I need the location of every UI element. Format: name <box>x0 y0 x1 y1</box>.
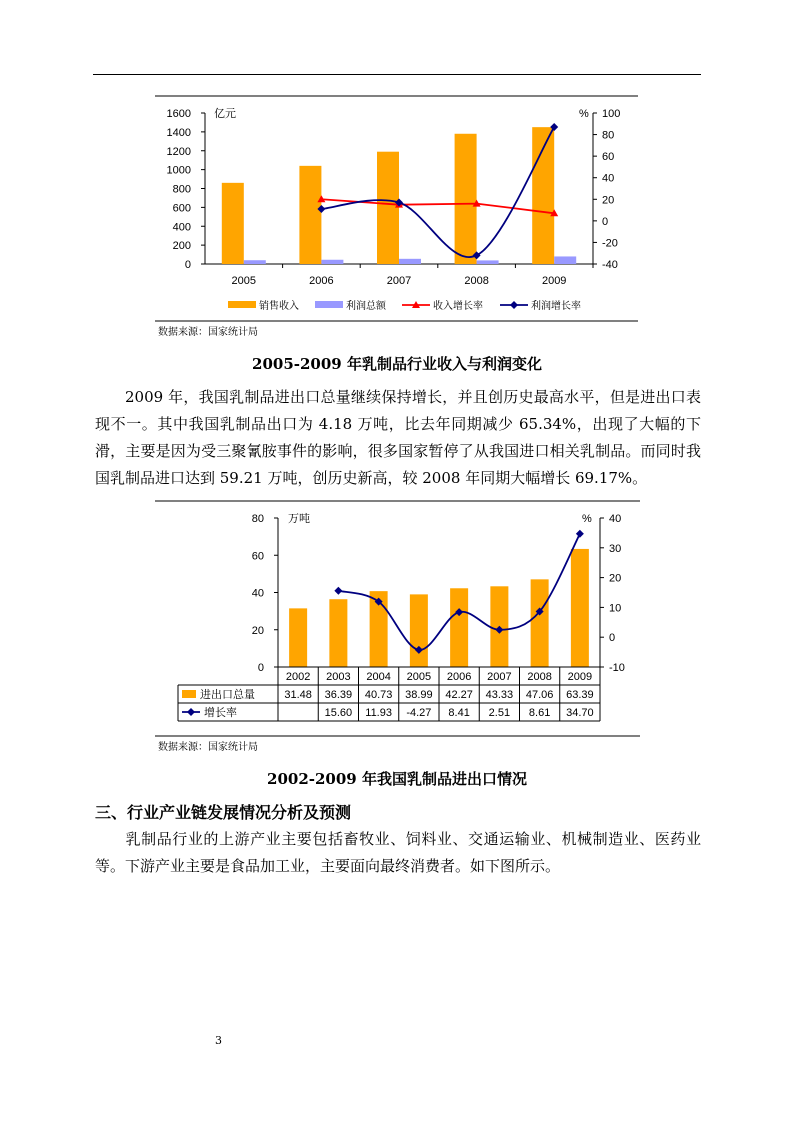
chart2-table-label-volume: 进出口总量 <box>200 689 255 701</box>
chart2-bar-volume <box>450 588 468 667</box>
chart1-x-tick-label: 2007 <box>386 275 412 287</box>
chart2-point-growth <box>334 587 342 595</box>
chart2-table-year: 2004 <box>366 671 391 683</box>
chart1-right-unit: % <box>579 108 589 120</box>
chart1-line-profit-growth <box>321 127 554 257</box>
chart1-left-tick-label: 1200 <box>166 145 191 158</box>
chart1-right-tick-label: 100 <box>602 108 621 120</box>
chart2-right-tick-label: 20 <box>609 572 622 585</box>
chart1-left-tick-label: 1000 <box>166 164 191 177</box>
chart2-table-swatch-volume <box>182 690 196 698</box>
chart2-right-tick-label: 10 <box>609 602 622 615</box>
chart2-left-tick-label: 60 <box>251 550 264 563</box>
chart1-bar-revenue <box>455 134 477 264</box>
import-export-chart-svg <box>150 500 644 758</box>
chart2-right-tick-label: 0 <box>609 632 616 645</box>
chart2-left-tick-label: 40 <box>251 587 264 600</box>
chart2-bar-volume <box>571 549 589 667</box>
chart1-right-tick-label: 20 <box>602 194 615 207</box>
chart2-table-volume: 43.33 <box>485 689 514 701</box>
chart1-right-tick-label: 0 <box>602 215 609 228</box>
chart2-table-label-growth: 增长率 <box>204 707 237 719</box>
chart1-legend-label: 收入增长率 <box>433 301 483 312</box>
chart1-line-revenue-growth <box>321 199 554 213</box>
revenue-profit-chart <box>150 95 642 345</box>
chart2-table-volume: 36.39 <box>324 689 353 701</box>
chart2-source: 数据来源：国家统计局 <box>158 742 258 753</box>
chart1-bar-revenue <box>377 152 399 264</box>
chart1-left-tick-label: 600 <box>172 202 191 215</box>
chart1-x-tick-label: 2005 <box>231 275 257 287</box>
chart1-x-tick-label: 2006 <box>309 275 334 287</box>
chart1-left-tick-label: 1600 <box>166 108 191 120</box>
chart1-right-tick-label: -40 <box>602 259 618 271</box>
chart1-right-tick-label: 80 <box>602 129 615 142</box>
chart1-right-tick-label: -20 <box>602 237 618 250</box>
chart2-bar-volume <box>289 608 307 667</box>
chart2-table-year: 2008 <box>527 671 552 683</box>
chart2-table-year: 2006 <box>446 671 472 683</box>
chart2-table-marker-growth <box>187 708 195 716</box>
chart2-right-tick-label: 40 <box>609 513 622 525</box>
chart2-table-volume: 40.73 <box>364 689 393 701</box>
chart2-left-tick-label: 0 <box>257 662 264 674</box>
chart2-table-volume: 42.27 <box>445 689 473 701</box>
chart2-table-year: 2005 <box>406 671 432 683</box>
chart2-bar-volume <box>531 579 549 667</box>
chart2-table-growth: -4.27 <box>406 707 432 719</box>
chart1-bar-revenue <box>222 183 244 264</box>
chart2-table-volume: 31.48 <box>284 689 312 701</box>
chart2-caption: 2002-2009 年我国乳制品进出口情况 <box>267 770 527 788</box>
chart1-left-tick-label: 1400 <box>166 126 191 139</box>
chart1-caption: 2005-2009 年乳制品行业收入与利润变化 <box>252 355 542 373</box>
chart2-left-tick-label: 80 <box>251 513 264 525</box>
chart2-table-growth: 2.51 <box>488 707 511 719</box>
chart2-left-unit: 万吨 <box>288 513 310 525</box>
chart2-bar-volume <box>410 594 428 667</box>
chart2-point-growth <box>576 530 584 538</box>
revenue-profit-chart-svg <box>150 95 642 345</box>
chart1-left-tick-label: 400 <box>172 221 191 234</box>
chart2-table-growth: 8.61 <box>528 707 551 719</box>
chart1-left-tick-label: 800 <box>172 183 191 196</box>
chart1-left-unit: 亿元 <box>214 108 236 120</box>
chart2-table-volume: 38.99 <box>405 689 433 701</box>
chart1-bar-profit <box>477 260 499 264</box>
chart2-table-year: 2009 <box>567 671 593 683</box>
chart1-source: 数据来源：国家统计局 <box>158 327 258 338</box>
paragraph-industry-chain <box>95 826 701 880</box>
chart2-bar-volume <box>329 599 347 667</box>
chart1-x-tick-label: 2009 <box>541 275 567 287</box>
chart1-bar-profit <box>554 256 576 264</box>
chart1-bar-profit <box>244 260 266 264</box>
page-number: 3 <box>215 1034 222 1047</box>
chart2-left-tick-label: 20 <box>251 624 264 637</box>
chart2-right-unit: % <box>582 513 592 525</box>
chart2-right-tick-label: 30 <box>609 542 622 555</box>
chart2-table-year: 2002 <box>285 671 311 683</box>
chart1-legend-label: 销售收入 <box>259 301 299 312</box>
chart1-legend-marker <box>510 301 518 309</box>
paragraph-import-export-text: 2009 年，我国乳制品进出口总量继续保持增长，并且创历史最高水平，但是进出口表现不一。其中我国乳制品出口为 4.18 万吨，比去年同期减少 65.34%，出现了大幅的下滑，主要是因为受三聚氰胺事件的影响，很多国家暂停了从我国进口相关乳制品。而同时我国乳制品进口达到 59.21 万吨，创历史新高，较 2008 年同期大幅增长 69.17%。 <box>95 388 701 487</box>
header-rule <box>93 74 701 75</box>
chart1-legend-swatch <box>228 301 256 308</box>
chart2-table-volume: 47.06 <box>525 689 554 701</box>
section-heading: 三、行业产业链发展情况分析及预测 <box>95 803 352 822</box>
chart1-left-tick-label: 0 <box>184 259 191 271</box>
chart2-table-growth: 11.93 <box>365 707 392 719</box>
chart1-legend-swatch <box>315 301 343 308</box>
chart1-left-tick-label: 200 <box>172 240 191 253</box>
chart2-table-volume: 63.39 <box>566 689 594 701</box>
chart2-table-year: 2003 <box>326 671 351 683</box>
import-export-chart <box>150 500 644 758</box>
chart2-table-growth: 8.41 <box>448 707 470 719</box>
paragraph-industry-chain-text: 乳制品行业的上游产业主要包括畜牧业、饲料业、交通运输业、机械制造业、医药业等。下游产业主要是食品加工业，主要面向最终消费者。如下图所示。 <box>95 830 701 875</box>
chart1-legend-label: 利润总额 <box>346 301 386 312</box>
chart1-legend-label: 利润增长率 <box>531 301 581 312</box>
chart2-right-tick-label: -10 <box>609 662 625 674</box>
chart1-right-tick-label: 60 <box>602 151 615 164</box>
chart2-table-year: 2007 <box>487 671 512 683</box>
chart1-right-tick-label: 40 <box>602 172 615 185</box>
chart2-table-growth: 15.60 <box>324 707 353 719</box>
chart1-bar-revenue <box>299 166 321 264</box>
chart1-bar-profit <box>321 260 343 264</box>
paragraph-import-export <box>95 384 701 492</box>
chart1-bar-profit <box>399 259 421 264</box>
chart1-x-tick-label: 2008 <box>464 275 489 287</box>
chart2-table-growth: 34.70 <box>566 707 594 719</box>
